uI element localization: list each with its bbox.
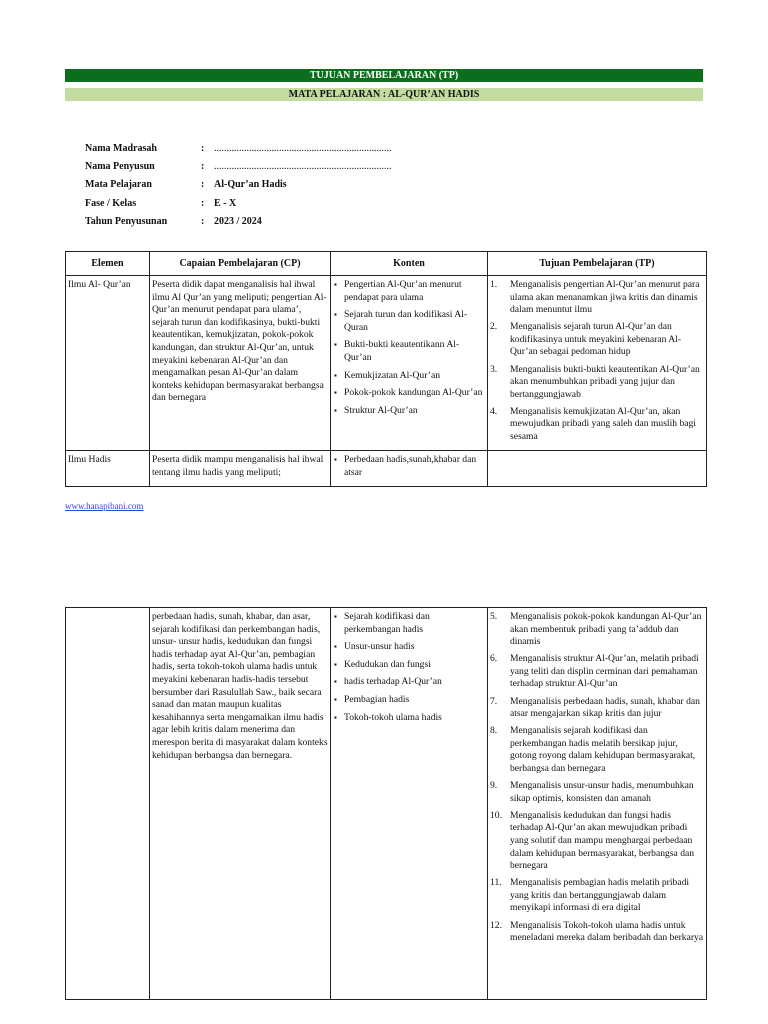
cell-tp [488,608,707,1000]
item-text: Menganalisis pokok-pokok kandungan Al-Qur’an akan membentuk pribadi yang ta’addub dan dinamis [510,611,702,648]
list-item [490,877,704,915]
list-item: ▪ Sejarah turun dan kodifikasi Al-Quran [333,309,485,334]
cell-konten [331,276,488,451]
item-text: Menganalisis pembagian hadis melatih pribadi yang kritis dan bertanggungjawab dalam menyikapi informasi di era digital [510,877,690,914]
cell-tp [488,451,707,487]
footer-link[interactable]: www.hanapibani.com [65,501,144,511]
info-value: ....................................................................... [214,143,392,154]
list-item [490,920,704,945]
item-text: Menganalisis unsur-unsur hadis, menumbuhkan sikap optimis, konsisten dan amanah [510,780,694,804]
item-number: 9. [490,780,498,792]
item-text: Menganalisis pengertian Al-Qur’an menurut para ulama akan menanamkan jiwa kritis dan dinamis dalam menuntut ilmu [510,279,700,316]
item-text: Menganalisis Tokoh-tokoh ulama hadis untuk meneladani mereka dalam beribadah dan berkarya [510,919,704,944]
list-item: ▪ Sejarah kodifikasi dan perkembangan hadis [333,611,485,636]
item-text: Menganalisis kemukjizatan Al-Qur’an, akan mewujudkan pribadi yang saleh dan muslih bagi sesama [510,405,696,443]
cell-cp: perbedaan hadis, sunah, khabar, dan asar, sejarah kodifikasi dan perkembangan hadis, unsur- unsur hadis, kedudukan dan fungsi hadis terhadap ayat Al-Qur’an, pembagian hadis, serta tokoh-tokoh ulama hadis untuk meyakini kebenaran hadis-hadis tersebut bersumber dari Rasulullah Saw., baik secara sanad dan matan maupun kualitas kesahihannya serta mengamalkan ilmu hadis agar lebih kritis dalam menerima dan merespon berita di masyarakat dalam konteks kehidupan berbangsa dan bernegara. [150,608,331,1000]
item-number: 5. [490,611,498,622]
cell-tp [488,276,707,451]
header-konten: Konten [331,252,488,276]
info-label: Fase / Kelas [85,197,137,209]
list-item [490,653,704,691]
list-item [490,406,704,444]
cell-cp: Peserta didik mampu menganalisis hal ihwal tentang ilmu hadis yang meliputi; [150,451,331,487]
document-subtitle: MATA PELAJARAN : AL-QUR’AN HADIS [65,88,703,101]
item-number: 11. [490,877,502,889]
list-item: ▪ Perbedaan hadis,sunah,khabar dan atsar [333,454,485,479]
list-item [490,725,704,775]
document-title: TUJUAN PEMBELAJARAN (TP) [65,69,703,82]
info-row-madrasah [85,142,392,160]
list-item: ▪ Struktur Al-Qur’an [333,405,485,418]
info-row-penyusun [85,160,392,178]
list-item: ▪ Unsur-unsur hadis [333,641,485,654]
info-row-fase [85,197,392,215]
item-number: 2. [490,321,498,333]
list-item [490,321,704,359]
table-header-row [66,252,707,276]
info-colon: : [201,179,205,191]
item-text: Menganalisis sejarah turun Al-Qur’an dan kodifikasinya untuk meyakini kebenaran Al- Qur’an sebagai pedoman hidup [510,321,682,358]
item-number: 1. [490,279,498,290]
item-number: 3. [490,363,498,375]
item-number: 4. [490,405,498,417]
item-number: 8. [490,725,498,737]
item-text: Menganalisis struktur Al-Qur’an, melatih pribadi yang teliti dan displin cerminan dari pemahaman terhadap struktur Al-Qur’an [510,653,699,690]
info-label: Tahun Penyusunan [85,215,168,227]
list-item [490,611,704,649]
info-row-tahun [85,215,392,233]
item-number: 6. [490,653,498,665]
info-label: Nama Penyusun [85,161,155,173]
list-item: ▪ Kemukjizatan Al-Qur’an [333,370,485,383]
info-value: ....................................................................... [214,161,392,173]
info-label: Mata Pelajaran [85,179,152,191]
tp-table-page2 [65,607,707,1000]
cell-konten [331,451,488,487]
tp-table-page1 [65,251,707,487]
header-tp: Tujuan Pembelajaran (TP) [488,252,707,276]
list-item [490,810,704,873]
info-colon: : [201,161,205,173]
cell-cp: Peserta didik dapat menganalisis hal ihwal ilmu Al Qur’an yang meliputi; pengertian Al-Qur’an menurut pendapat para ulama’, sejarah turun dan kodifikasinya, bukti-bukti keautentikan, kemukjizatan, pokok-pokok kandungan, dan struktur Al-Qur’an, untuk meyakini kebenaran Al-Qur’an dan mengamalkan pesan Al-Qur’an dalam konteks kehidupan bermasyarakat berbangsa dan bernegara [150,276,331,451]
info-label: Nama Madrasah [85,143,157,154]
header-cp: Capaian Pembelajaran (CP) [150,252,331,276]
item-text: Menganalisis bukti-bukti keautentikan Al-Qur’an akan menumbuhkan pribadi yang jujur dan bertanggungjawab [510,363,700,400]
list-item [490,364,704,402]
info-colon: : [201,143,205,154]
cell-elemen: Ilmu Hadis [66,451,150,487]
list-item: ▪ Pengertian Al-Qur’an menurut pendapat para ulama [333,279,485,304]
list-item: ▪ Pokok-pokok kandungan Al-Qur’an [333,387,485,400]
info-value: E - X [214,197,237,209]
info-value: Al-Qur’an Hadis [214,179,287,191]
list-item: ▪ Kedudukan dan fungsi [333,659,485,672]
item-text: Menganalisis sejarah kodifikasi dan perkembangan hadis melatih bersikap jujur, gotong royong dalam kehidupan bermasyarakat, berbangsa dan bernegara [510,725,696,775]
cell-elemen: Ilmu Al- Qur’an [66,276,150,451]
list-item: ▪ Tokoh-tokoh ulama hadis [333,712,485,725]
info-row-mapel [85,178,392,196]
list-item [490,279,704,317]
list-item: ▪ hadis terhadap Al-Qur’an [333,676,485,689]
item-number: 10. [490,809,502,821]
list-item [490,780,704,805]
cell-konten [331,608,488,1000]
info-colon: : [201,197,205,209]
list-item [490,696,704,721]
cell-elemen [66,608,150,1000]
info-colon: : [201,215,205,227]
info-value: 2023 / 2024 [214,215,262,227]
list-item: ▪ Bukti-bukti keautentikann Al-Qur’an [333,339,485,364]
header-elemen: Elemen [66,252,150,276]
table-row [66,451,707,487]
item-text: Menganalisis kedudukan dan fungsi hadis terhadap Al-Qur’an akan mewujudkan pribadi yang solutif dan mampu menghargai perbedaan dalam kehidupan bermasyarakat, berbangsa dan bernegara [510,809,695,872]
item-number: 12. [490,919,502,931]
table-row [66,276,707,451]
list-item: ▪ Pembagian hadis [333,694,485,707]
item-number: 7. [490,695,498,707]
item-text: Menganalisis perbedaan hadis, sunah, khabar dan atsar mengajarkan sikap kritis dan jujur [510,695,700,720]
info-block [85,142,392,233]
table-row [66,608,707,1000]
